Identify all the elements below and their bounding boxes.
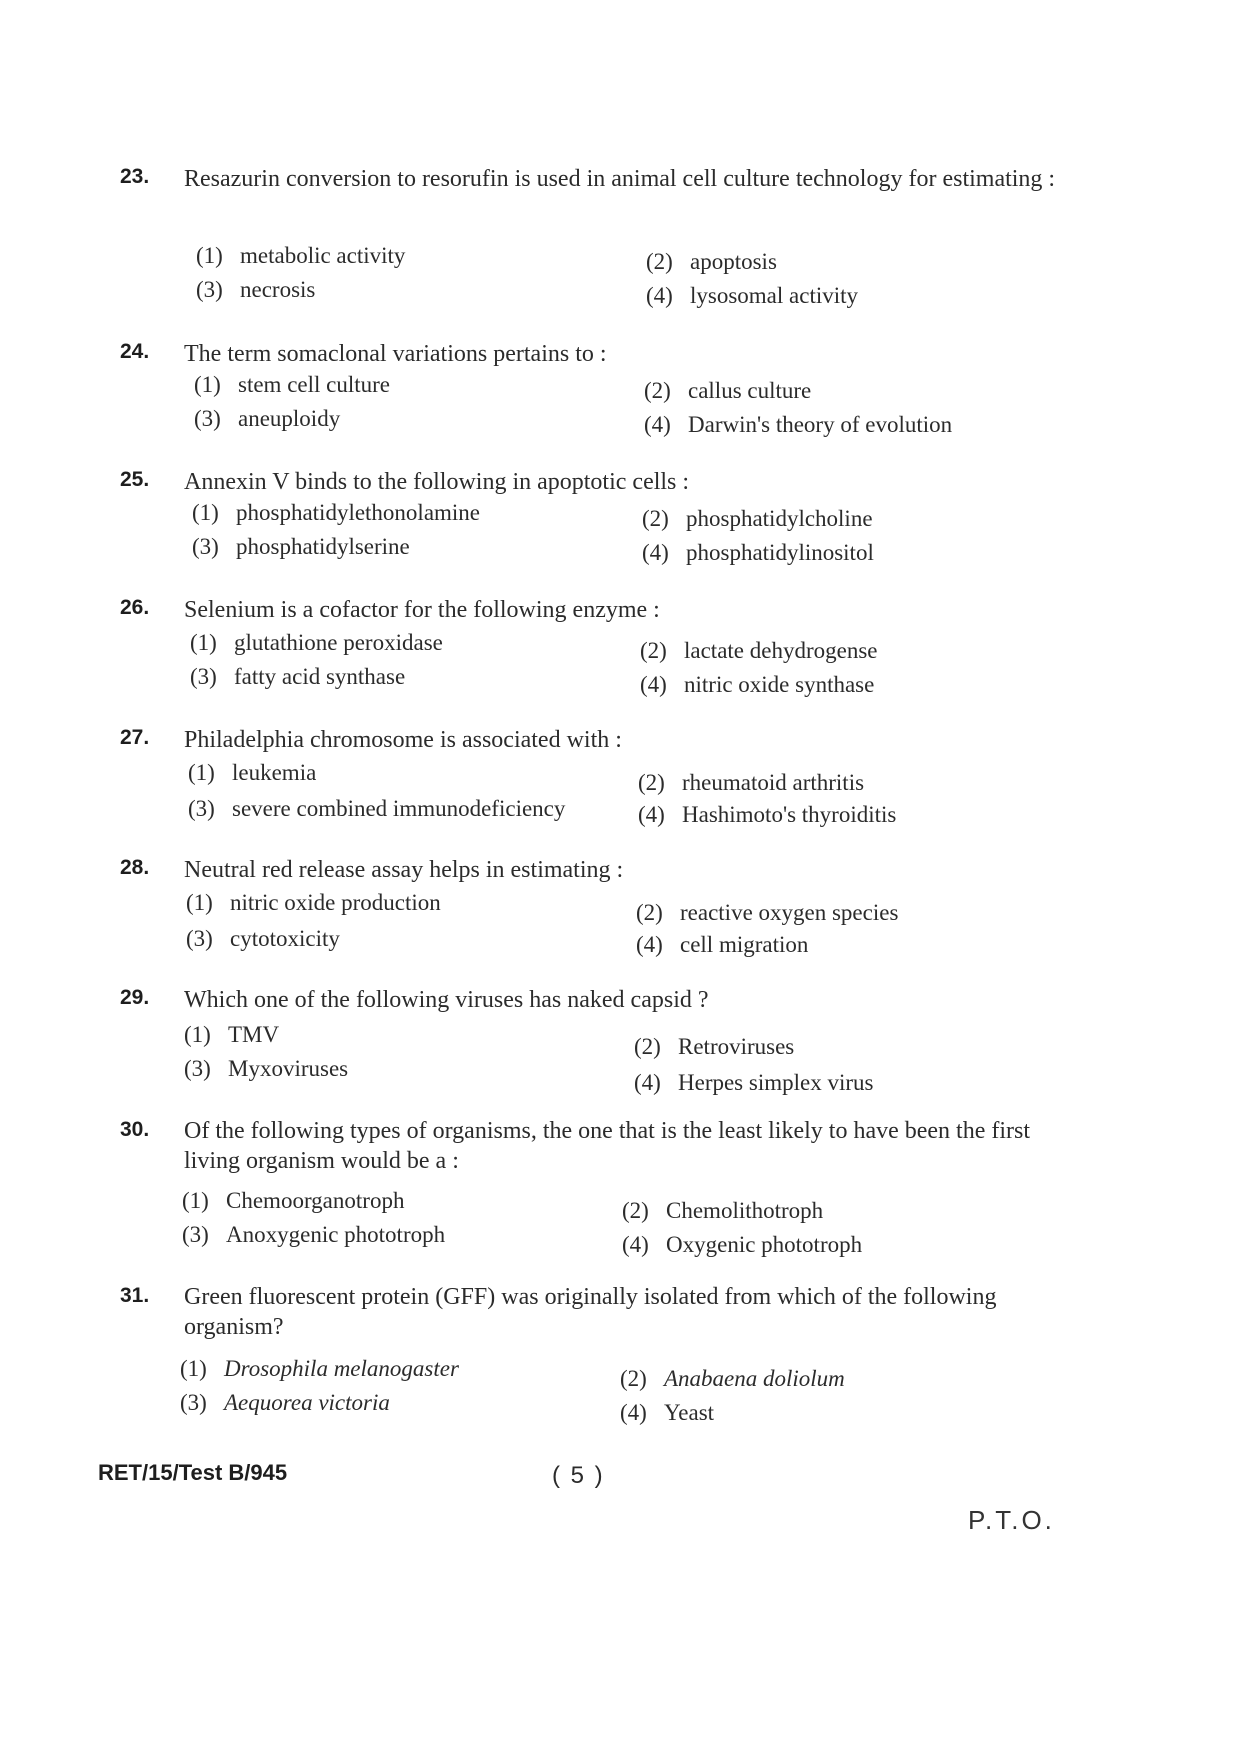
question-text: Selenium is a cofactor for the following enzyme : xyxy=(184,597,660,623)
option-index: (3) xyxy=(192,534,219,559)
option-index: (2) xyxy=(644,378,671,403)
option-text: phosphatidylethonolamine xyxy=(236,500,481,525)
option-4 xyxy=(622,1232,862,1258)
option-3 xyxy=(186,926,340,952)
question-number: 28. xyxy=(120,856,150,879)
option-4 xyxy=(644,412,952,438)
question-number: 30. xyxy=(120,1118,150,1141)
option-index: (4) xyxy=(642,540,669,565)
option-3 xyxy=(196,277,315,303)
option-1 xyxy=(186,890,441,916)
option-4 xyxy=(640,672,874,698)
option-text: reactive oxygen species xyxy=(680,900,899,925)
question-number: 25. xyxy=(120,468,150,491)
option-4 xyxy=(634,1070,873,1096)
question-text: The term somaclonal variations pertains to : xyxy=(184,341,607,367)
option-text: Hashimoto's thyroiditis xyxy=(682,802,897,827)
option-text: lysosomal activity xyxy=(690,283,859,308)
option-index: (1) xyxy=(190,630,217,655)
option-index: (2) xyxy=(638,770,665,795)
option-text: phosphatidylserine xyxy=(236,534,410,559)
option-1 xyxy=(188,760,316,786)
option-text: nitric oxide synthase xyxy=(684,672,875,697)
option-text: necrosis xyxy=(240,277,316,302)
option-1 xyxy=(184,1022,279,1048)
option-text: Yeast xyxy=(664,1400,715,1425)
option-1 xyxy=(194,372,390,398)
option-index: (4) xyxy=(644,412,671,437)
option-text: Anabaena doliolum xyxy=(664,1366,845,1391)
option-2 xyxy=(634,1034,794,1060)
option-index: (3) xyxy=(196,277,223,302)
option-text: Herpes simplex virus xyxy=(678,1070,874,1095)
option-text: Retroviruses xyxy=(678,1034,795,1059)
option-2 xyxy=(620,1366,845,1392)
question-text: Neutral red release assay helps in estimating : xyxy=(184,857,624,883)
option-index: (4) xyxy=(636,932,663,957)
option-3 xyxy=(180,1390,390,1416)
option-index: (3) xyxy=(188,796,215,821)
option-index: (4) xyxy=(620,1400,647,1425)
option-text: TMV xyxy=(228,1022,280,1047)
option-index: (3) xyxy=(186,926,213,951)
option-index: (1) xyxy=(194,372,221,397)
option-2 xyxy=(622,1198,823,1224)
option-4 xyxy=(642,540,874,566)
option-text: phosphatidylinositol xyxy=(686,540,874,565)
option-2 xyxy=(638,770,864,796)
question-text: Green fluorescent protein (GFF) was originally isolated from which of the following organism? xyxy=(184,1284,997,1340)
option-3 xyxy=(190,664,405,690)
option-index: (1) xyxy=(180,1356,207,1381)
option-index: (1) xyxy=(184,1022,211,1047)
question-number: 24. xyxy=(120,340,150,363)
question-text: Philadelphia chromosome is associated with : xyxy=(184,727,622,753)
option-3 xyxy=(188,796,565,822)
option-index: (1) xyxy=(192,500,219,525)
option-3 xyxy=(192,534,410,560)
option-index: (2) xyxy=(640,638,667,663)
option-3 xyxy=(184,1056,348,1082)
option-4 xyxy=(638,802,896,828)
option-2 xyxy=(644,378,811,404)
option-2 xyxy=(642,506,873,532)
option-text: aneuploidy xyxy=(238,406,341,431)
option-index: (2) xyxy=(634,1034,661,1059)
option-index: (3) xyxy=(180,1390,207,1415)
option-index: (3) xyxy=(194,406,221,431)
option-index: (3) xyxy=(182,1222,209,1247)
option-text: Darwin's theory of evolution xyxy=(688,412,953,437)
option-text: severe combined immunodeficiency xyxy=(232,796,566,821)
option-index: (4) xyxy=(622,1232,649,1257)
option-text: callus culture xyxy=(688,378,812,403)
option-text: leukemia xyxy=(232,760,317,785)
option-text: fatty acid synthase xyxy=(234,664,406,689)
option-text: metabolic activity xyxy=(240,243,406,268)
option-text: Anoxygenic phototroph xyxy=(226,1222,446,1247)
option-index: (1) xyxy=(186,890,213,915)
option-4 xyxy=(636,932,808,958)
question-number: 29. xyxy=(120,986,150,1009)
test-code: RET/15/Test B/945 xyxy=(98,1460,288,1485)
option-text: phosphatidylcholine xyxy=(686,506,873,531)
option-1 xyxy=(192,500,480,526)
option-text: Chemoorganotroph xyxy=(226,1188,405,1213)
option-index: (1) xyxy=(188,760,215,785)
page-number: ( 5 ) xyxy=(552,1462,605,1489)
option-1 xyxy=(196,243,405,269)
option-text: Myxoviruses xyxy=(228,1056,349,1081)
option-index: (4) xyxy=(638,802,665,827)
option-text: Drosophila melanogaster xyxy=(224,1356,459,1381)
option-text: Chemolithotroph xyxy=(666,1198,824,1223)
option-index: (2) xyxy=(620,1366,647,1391)
option-index: (3) xyxy=(190,664,217,689)
option-text: Oxygenic phototroph xyxy=(666,1232,863,1257)
option-text: lactate dehydrogense xyxy=(684,638,878,663)
question-text: Of the following types of organisms, the one that is the least likely to have been the first living organism would be a : xyxy=(184,1118,1031,1174)
option-index: (1) xyxy=(196,243,223,268)
option-index: (4) xyxy=(634,1070,661,1095)
option-index: (2) xyxy=(622,1198,649,1223)
option-index: (4) xyxy=(640,672,667,697)
option-text: cell migration xyxy=(680,932,809,957)
option-text: Aequorea victoria xyxy=(224,1390,390,1415)
option-2 xyxy=(636,900,898,926)
option-4 xyxy=(646,283,858,309)
question-number: 26. xyxy=(120,596,150,619)
option-index: (4) xyxy=(646,283,673,308)
option-text: apoptosis xyxy=(690,249,777,274)
question-number: 27. xyxy=(120,726,150,749)
option-1 xyxy=(182,1188,404,1214)
option-3 xyxy=(194,406,340,432)
option-index: (1) xyxy=(182,1188,209,1213)
option-text: rheumatoid arthritis xyxy=(682,770,865,795)
please-turn-over: P.T.O. xyxy=(968,1505,1055,1535)
option-2 xyxy=(646,249,777,275)
question-text: Annexin V binds to the following in apoptotic cells : xyxy=(184,469,690,495)
option-3 xyxy=(182,1222,445,1248)
option-text: stem cell culture xyxy=(238,372,390,397)
question-number: 31. xyxy=(120,1284,150,1307)
option-1 xyxy=(190,630,443,656)
question-number: 23. xyxy=(120,165,150,188)
option-text: nitric oxide production xyxy=(230,890,441,915)
option-1 xyxy=(180,1356,459,1382)
question-text: Resazurin conversion to resorufin is used in animal cell culture technology for estimating : xyxy=(184,166,1056,192)
option-text: glutathione peroxidase xyxy=(234,630,443,655)
question-text: Which one of the following viruses has naked capsid ? xyxy=(184,987,709,1013)
option-index: (2) xyxy=(646,249,673,274)
option-index: (2) xyxy=(642,506,669,531)
option-index: (2) xyxy=(636,900,663,925)
option-2 xyxy=(640,638,878,664)
option-index: (3) xyxy=(184,1056,211,1081)
option-4 xyxy=(620,1400,714,1426)
option-text: cytotoxicity xyxy=(230,926,340,951)
